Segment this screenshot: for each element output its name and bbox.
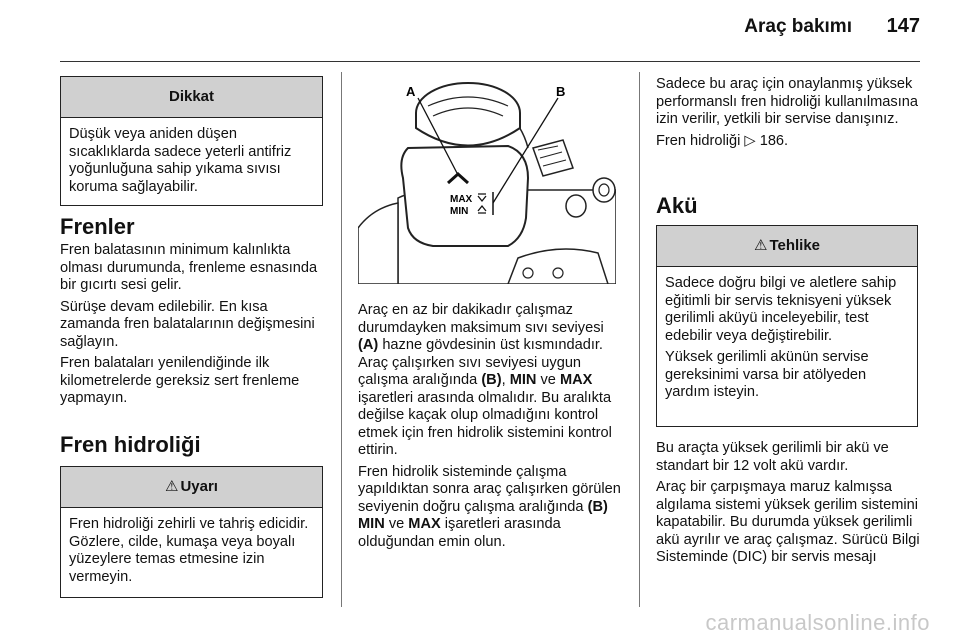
- column-divider-left: [341, 72, 342, 607]
- warning-box: [60, 466, 323, 598]
- warning-title: Uyarı: [180, 478, 218, 495]
- figure-label-min: MIN: [450, 206, 469, 217]
- brakes-paragraph-1: Fren balatasının minimum kalınlıkta olması durumunda, frenleme esnasında bir gıcırtı sesi gelir.: [60, 242, 318, 293]
- figure-label-a: A: [406, 84, 416, 99]
- figure-label-b: B: [556, 84, 566, 99]
- brakes-paragraph-3: Fren balataları yenilendiğinde ilk kilometrelerde gereksiz sert frenleme yapmayın.: [60, 355, 300, 406]
- danger-paragraph-2: Yüksek gerilimli akünün servise gereksinimi varsa bir atölyeden yardım isteyin.: [665, 349, 869, 400]
- column-divider-right: [639, 72, 640, 607]
- brake-fluid-reservoir-figure: [358, 78, 616, 284]
- brakes-paragraph-2: Sürüşe devam edilebilir. En kısa zamanda fren balatalarının değişmesini sağlayın.: [60, 298, 315, 350]
- brake-fluid-heading: Fren hidroliği: [60, 432, 201, 457]
- approved-fluid-paragraph: Sadece bu araç için onaylanmış yüksek performanslı fren hidroliği kullanılmasına izin verilir, yetkili bir servise danışınız.: [656, 76, 918, 127]
- danger-header: [657, 226, 917, 267]
- brakes-heading: Frenler: [60, 214, 135, 239]
- caution-title: Dikkat: [61, 77, 322, 118]
- fluid-level-paragraph-2: Fren hidrolik sisteminde çalışma yapıldıktan sonra araç çalışırken görülen seviyenin doğru çalışma aralığında (B) MIN ve MAX işaretleri arasında olduğundan emin olun.: [358, 463, 621, 550]
- running-header-title: Araç bakımı: [744, 16, 852, 37]
- battery-paragraph-1: Bu araçta yüksek gerilimli bir akü ve standart bir 12 volt akü vardır.: [656, 440, 889, 474]
- page-number: 147: [886, 15, 920, 37]
- page-reference-icon: ▷: [744, 132, 760, 149]
- warning-header: [61, 467, 322, 508]
- caution-text: Düşük veya aniden düşen sıcaklıklarda sadece yeterli antifriz yoğunluğuna sahip yıkama sıvısı koruma sağlayabilir.: [69, 126, 292, 195]
- warning-triangle-icon: ⚠: [165, 478, 179, 495]
- figure-label-max: MAX: [450, 194, 473, 205]
- danger-title: Tehlike: [769, 237, 821, 254]
- caution-box: [60, 76, 323, 206]
- fluid-level-paragraph-1: Araç en az bir dakikadır çalışmaz durumdayken maksimum sıvı seviyesi (A) hazne gövdesinin üst kısmındadır. Araç çalışırken sıvı seviyesi uygun çalışma aralığında (B), MIN ve MAX işaretleri arasında olmalıdır. Bu aralıkta değilse kaçak olup olmadığını kontrol etmek için fren hidrolik sistemini kontrol ettirin.: [358, 302, 612, 458]
- fluid-level-text: [358, 302, 626, 555]
- warning-text: Fren hidroliği zehirli ve tahriş edicidir. Gözlere, cilde, kumaşa veya boyalı yüzeylere temas etmesine izin vermeyin.: [69, 516, 309, 585]
- danger-box: [656, 225, 918, 427]
- battery-text: [656, 440, 928, 571]
- header-rule: [60, 61, 920, 62]
- fluid-reference: Fren hidroliği ▷ 186.: [656, 132, 789, 149]
- warning-triangle-icon: ⚠: [753, 237, 768, 254]
- danger-paragraph-1: Sadece doğru bilgi ve aletlere sahip eğitimli bir servis teknisyeni yüksek gerilimli aküyü inceleyebilir, test edebilir veya değiştirebilir.: [665, 275, 897, 344]
- battery-heading: Akü: [656, 193, 698, 218]
- brakes-section: [60, 214, 330, 412]
- battery-paragraph-2: Araç bir çarpışmaya maruz kalmışsa algılama sistemi yüksek gerilim sistemini kapatabilir. Bu durumda yüksek gerilimli akü ayrılır ve araç çalışmaz. Sürücü Bilgi Sisteminde (DIC) bir servis mesajı: [656, 479, 920, 565]
- fluid-approval-text: [656, 76, 928, 154]
- watermark: carmanualsonline.info: [705, 610, 930, 635]
